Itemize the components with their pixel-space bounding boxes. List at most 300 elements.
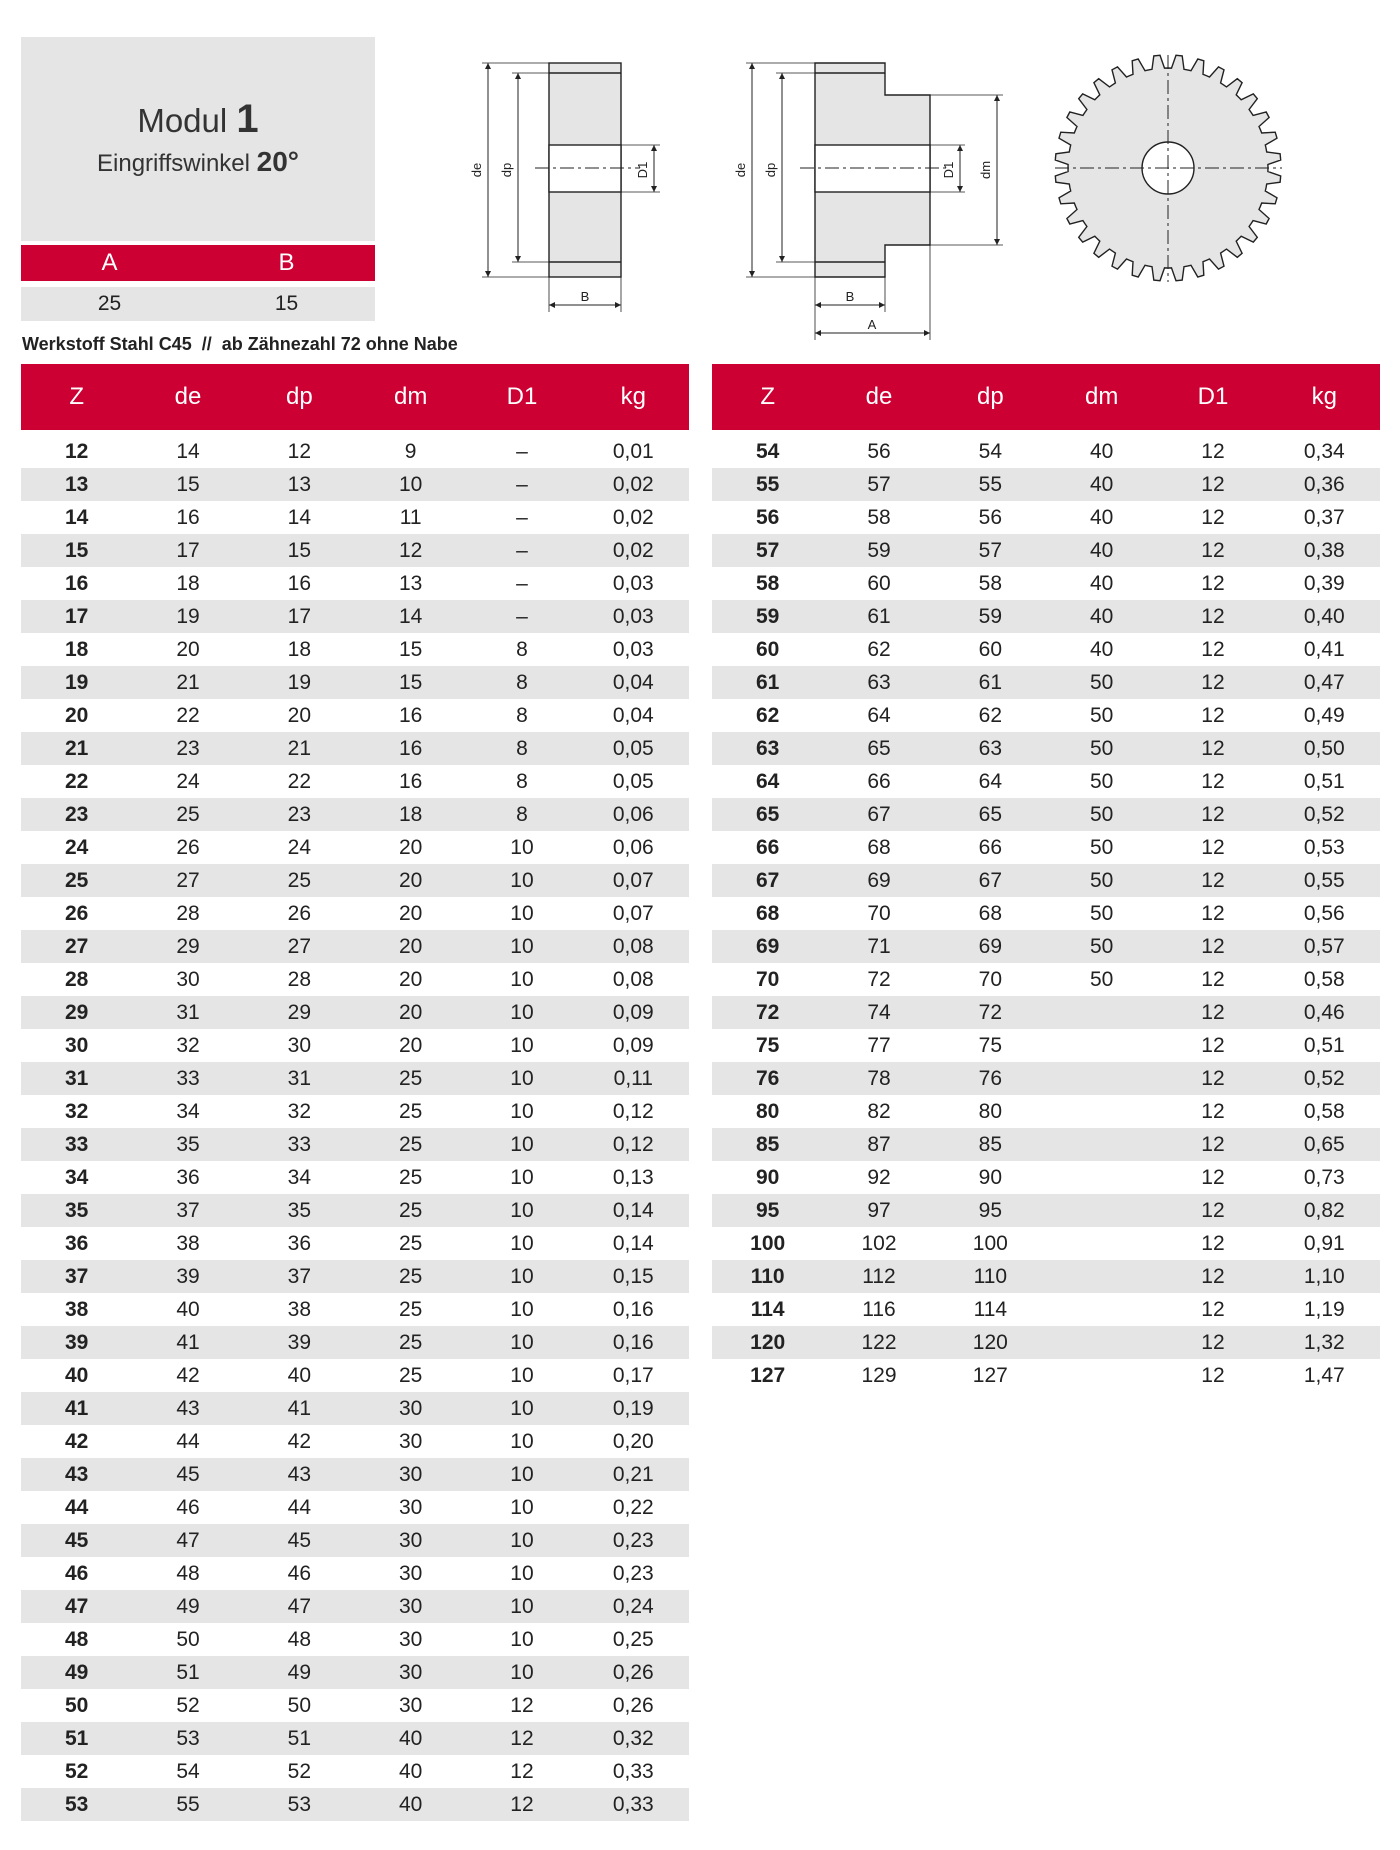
a-header: A bbox=[101, 249, 118, 276]
cell-kg: 0,33 bbox=[612, 1792, 654, 1816]
modul-label: Modul bbox=[137, 102, 228, 139]
cell-dm bbox=[1046, 1326, 1157, 1359]
cell-d1: 10 bbox=[510, 1033, 534, 1057]
cell-kg: 0,58 bbox=[1303, 967, 1345, 991]
cell-kg: 0,73 bbox=[1303, 1165, 1345, 1189]
cell-dp: 75 bbox=[978, 1033, 1002, 1057]
cell-z: 33 bbox=[64, 1132, 89, 1156]
cell-de: 47 bbox=[176, 1528, 200, 1552]
cell-de: 87 bbox=[867, 1132, 891, 1156]
cell-z: 51 bbox=[64, 1726, 89, 1750]
table-row bbox=[21, 1293, 689, 1326]
cell-dm: 30 bbox=[398, 1495, 423, 1519]
cell-z: 62 bbox=[755, 703, 780, 727]
cell-kg: 0,14 bbox=[612, 1231, 654, 1255]
table-row bbox=[21, 765, 689, 798]
table-row bbox=[21, 1755, 689, 1788]
cell-dp: 52 bbox=[287, 1759, 311, 1783]
cell-dm: 50 bbox=[1089, 934, 1114, 958]
cell-dm: 20 bbox=[398, 901, 423, 925]
cell-d1: 12 bbox=[1201, 1264, 1225, 1288]
cell-dp: 48 bbox=[287, 1627, 311, 1651]
cell-de: 33 bbox=[176, 1066, 200, 1090]
cell-dp: 35 bbox=[287, 1198, 311, 1222]
cell-kg: 0,32 bbox=[612, 1726, 654, 1750]
col-dp: dp bbox=[285, 383, 313, 410]
cell-de: 69 bbox=[867, 868, 891, 892]
cell-z: 46 bbox=[64, 1561, 89, 1585]
cell-dp: 50 bbox=[287, 1693, 311, 1717]
pressure-angle-value: 20° bbox=[256, 146, 299, 177]
cell-de: 112 bbox=[862, 1264, 896, 1288]
cell-de: 22 bbox=[176, 703, 200, 727]
cell-z: 47 bbox=[64, 1594, 89, 1618]
cell-d1: 12 bbox=[1201, 1066, 1225, 1090]
table-row bbox=[712, 1161, 1380, 1194]
cell-dp: 36 bbox=[287, 1231, 311, 1255]
cell-d1: 12 bbox=[1201, 901, 1225, 925]
cell-z: 120 bbox=[750, 1330, 786, 1354]
cell-dm: 25 bbox=[398, 1066, 423, 1090]
cell-dp: 85 bbox=[978, 1132, 1002, 1156]
cell-dp: 54 bbox=[978, 439, 1002, 463]
cell-de: 29 bbox=[176, 934, 200, 958]
cell-z: 76 bbox=[755, 1066, 780, 1090]
cell-dp: 46 bbox=[287, 1561, 311, 1585]
cell-dp: 43 bbox=[287, 1462, 311, 1486]
cell-z: 30 bbox=[64, 1033, 89, 1057]
cell-kg: 0,50 bbox=[1303, 736, 1345, 760]
cell-kg: 0,20 bbox=[612, 1429, 654, 1453]
cell-d1: 10 bbox=[510, 1264, 534, 1288]
drawing1-de-label: de bbox=[469, 162, 484, 178]
cell-dm: 25 bbox=[398, 1231, 423, 1255]
cell-z: 75 bbox=[755, 1033, 780, 1057]
cell-de: 53 bbox=[176, 1726, 200, 1750]
cell-de: 52 bbox=[176, 1693, 200, 1717]
cell-z: 110 bbox=[750, 1264, 785, 1288]
cell-z: 50 bbox=[64, 1693, 89, 1717]
cell-z: 34 bbox=[64, 1165, 89, 1189]
cell-dp: 58 bbox=[978, 571, 1002, 595]
cell-kg: 0,17 bbox=[612, 1363, 654, 1387]
cell-dm: 50 bbox=[1089, 967, 1114, 991]
cell-z: 60 bbox=[755, 637, 780, 661]
table-row bbox=[21, 1161, 689, 1194]
cell-de: 61 bbox=[867, 604, 891, 628]
cell-d1: 10 bbox=[510, 1066, 534, 1090]
cell-z: 85 bbox=[755, 1132, 780, 1156]
cell-z: 52 bbox=[64, 1759, 89, 1783]
cell-dm: 18 bbox=[398, 802, 423, 826]
cell-kg: 0,21 bbox=[612, 1462, 654, 1486]
col-d1: D1 bbox=[506, 383, 538, 410]
cell-de: 38 bbox=[176, 1231, 200, 1255]
cell-de: 97 bbox=[867, 1198, 891, 1222]
cell-dp: 42 bbox=[287, 1429, 311, 1453]
cell-z: 17 bbox=[64, 604, 89, 628]
table-row bbox=[712, 666, 1380, 699]
cell-dm: 30 bbox=[398, 1429, 423, 1453]
table-row bbox=[21, 567, 689, 600]
cell-kg: 0,82 bbox=[1303, 1198, 1345, 1222]
cell-kg: 0,33 bbox=[612, 1759, 654, 1783]
cell-d1: 12 bbox=[1201, 1033, 1225, 1057]
cell-dm: 50 bbox=[1089, 868, 1114, 892]
cell-de: 31 bbox=[176, 1000, 200, 1024]
cell-z: 29 bbox=[64, 1000, 89, 1024]
cell-d1: 12 bbox=[510, 1726, 534, 1750]
cell-kg: 1,47 bbox=[1303, 1363, 1345, 1387]
cell-dp: 39 bbox=[287, 1330, 311, 1354]
cell-dm: 20 bbox=[398, 1033, 423, 1057]
cell-dp: 38 bbox=[287, 1297, 311, 1321]
cell-dp: 25 bbox=[287, 868, 311, 892]
cell-de: 59 bbox=[867, 538, 891, 562]
cell-dm: 50 bbox=[1089, 670, 1114, 694]
cell-kg: 0,12 bbox=[612, 1132, 654, 1156]
cell-d1: 12 bbox=[1201, 1099, 1225, 1123]
cell-z: 90 bbox=[755, 1165, 780, 1189]
cell-kg: 0,03 bbox=[612, 637, 654, 661]
col-dm: dm bbox=[393, 383, 428, 410]
cell-d1: 10 bbox=[510, 1132, 534, 1156]
cell-z: 114 bbox=[750, 1297, 785, 1321]
cell-dm bbox=[1046, 1293, 1157, 1326]
col-kg: kg bbox=[620, 383, 646, 410]
cell-z: 19 bbox=[64, 670, 89, 694]
cell-dm: 25 bbox=[398, 1264, 423, 1288]
table-row bbox=[21, 1359, 689, 1392]
table-row bbox=[21, 1128, 689, 1161]
cell-d1: 12 bbox=[1201, 571, 1225, 595]
cell-dm: 11 bbox=[399, 505, 422, 529]
cell-d1: 10 bbox=[510, 1000, 534, 1024]
cell-dm: 20 bbox=[398, 868, 423, 892]
cell-kg: 0,56 bbox=[1303, 901, 1345, 925]
cell-d1: 10 bbox=[510, 1561, 534, 1585]
cell-kg: 0,06 bbox=[612, 802, 654, 826]
cell-kg: 0,91 bbox=[1303, 1231, 1345, 1255]
cell-de: 67 bbox=[867, 802, 891, 826]
cell-dp: 76 bbox=[978, 1066, 1002, 1090]
cell-d1: 10 bbox=[510, 1627, 534, 1651]
drawing1-dp-label: dp bbox=[499, 162, 514, 178]
cell-dm: 30 bbox=[398, 1561, 423, 1585]
cell-z: 67 bbox=[755, 868, 780, 892]
cell-dm: 25 bbox=[398, 1099, 423, 1123]
cell-dm: 14 bbox=[398, 604, 423, 628]
cell-de: 46 bbox=[176, 1495, 200, 1519]
cell-kg: 0,02 bbox=[612, 505, 654, 529]
cell-dm: 30 bbox=[398, 1528, 423, 1552]
cell-z: 14 bbox=[64, 505, 89, 529]
cell-de: 57 bbox=[867, 472, 891, 496]
cell-z: 64 bbox=[755, 769, 780, 793]
cell-de: 129 bbox=[861, 1363, 897, 1387]
cell-z: 55 bbox=[755, 472, 780, 496]
cell-d1: 12 bbox=[1201, 1000, 1225, 1024]
cell-de: 25 bbox=[176, 802, 200, 826]
cell-d1: 8 bbox=[516, 802, 528, 826]
cell-kg: 0,23 bbox=[612, 1528, 654, 1552]
cell-kg: 0,26 bbox=[612, 1660, 654, 1684]
cell-d1: 8 bbox=[516, 703, 528, 727]
table-row bbox=[21, 1062, 689, 1095]
cell-dp: 44 bbox=[287, 1495, 311, 1519]
cell-de: 18 bbox=[176, 571, 200, 595]
cell-kg: 0,11 bbox=[613, 1066, 653, 1090]
modul-number: 1 bbox=[236, 97, 259, 141]
cell-de: 20 bbox=[176, 637, 200, 661]
table-row bbox=[712, 633, 1380, 666]
cell-d1: 8 bbox=[516, 670, 528, 694]
cell-dm: 12 bbox=[398, 538, 423, 562]
cell-d1: 10 bbox=[510, 967, 534, 991]
table-row bbox=[712, 897, 1380, 930]
cell-dm: 10 bbox=[398, 472, 423, 496]
cell-d1: 12 bbox=[1201, 1165, 1225, 1189]
cell-dp: 47 bbox=[287, 1594, 311, 1618]
cell-dp: 67 bbox=[978, 868, 1002, 892]
table-row bbox=[712, 831, 1380, 864]
table-row bbox=[712, 1260, 1380, 1293]
table-row bbox=[21, 1458, 689, 1491]
cell-d1: 12 bbox=[1201, 1231, 1225, 1255]
col-de: de bbox=[174, 383, 202, 410]
cell-kg: 0,19 bbox=[612, 1396, 654, 1420]
cell-de: 56 bbox=[867, 439, 891, 463]
table-row bbox=[712, 435, 1380, 468]
table-row bbox=[21, 666, 689, 699]
cell-dp: 95 bbox=[978, 1198, 1002, 1222]
cell-dm: 40 bbox=[398, 1726, 423, 1750]
cell-dp: 51 bbox=[287, 1726, 311, 1750]
drawing2-a-label: A bbox=[867, 317, 877, 332]
cell-z: 15 bbox=[64, 538, 89, 562]
drawing2-dp-label: dp bbox=[763, 162, 778, 178]
cell-d1: 10 bbox=[510, 1462, 534, 1486]
cell-kg: 0,51 bbox=[1303, 1033, 1345, 1057]
cell-z: 100 bbox=[750, 1231, 786, 1255]
cell-kg: 0,51 bbox=[1303, 769, 1345, 793]
table-row bbox=[21, 534, 689, 567]
cell-kg: 0,05 bbox=[612, 769, 654, 793]
cell-z: 24 bbox=[64, 835, 89, 859]
table-row bbox=[21, 1590, 689, 1623]
cell-kg: 0,16 bbox=[612, 1330, 654, 1354]
table-row bbox=[21, 1194, 689, 1227]
cell-kg: 0,49 bbox=[1303, 703, 1345, 727]
gear-front-view bbox=[1055, 55, 1282, 282]
cell-z: 65 bbox=[755, 802, 780, 826]
cell-d1: 10 bbox=[510, 1396, 534, 1420]
cell-de: 62 bbox=[867, 637, 891, 661]
cell-kg: 0,02 bbox=[612, 472, 654, 496]
cell-dm bbox=[1046, 1029, 1157, 1062]
cell-kg: 0,37 bbox=[1303, 505, 1345, 529]
cell-kg: 0,53 bbox=[1303, 835, 1345, 859]
cell-dp: 18 bbox=[287, 637, 311, 661]
cell-z: 44 bbox=[64, 1495, 89, 1519]
cell-dp: 70 bbox=[978, 967, 1002, 991]
cell-z: 12 bbox=[64, 439, 89, 463]
cell-de: 82 bbox=[867, 1099, 891, 1123]
col-de: de bbox=[865, 383, 893, 410]
cell-de: 36 bbox=[176, 1165, 200, 1189]
cell-dm: 20 bbox=[398, 835, 423, 859]
cell-dp: 23 bbox=[287, 802, 311, 826]
table-row bbox=[712, 930, 1380, 963]
cell-d1: – bbox=[516, 538, 528, 562]
cell-dp: 68 bbox=[978, 901, 1002, 925]
cell-z: 56 bbox=[755, 505, 780, 529]
cell-kg: 0,04 bbox=[612, 703, 654, 727]
cell-dm: 50 bbox=[1089, 769, 1114, 793]
cell-d1: – bbox=[516, 604, 528, 628]
cell-z: 23 bbox=[64, 802, 89, 826]
cell-de: 23 bbox=[176, 736, 200, 760]
cell-z: 61 bbox=[755, 670, 780, 694]
cell-z: 48 bbox=[64, 1627, 89, 1651]
cell-dm: 30 bbox=[398, 1693, 423, 1717]
cell-de: 49 bbox=[176, 1594, 200, 1618]
cell-d1: 10 bbox=[510, 1231, 534, 1255]
cell-dm bbox=[1046, 1161, 1157, 1194]
cell-d1: 12 bbox=[1201, 1297, 1225, 1321]
cell-dp: 24 bbox=[287, 835, 311, 859]
cell-d1: 10 bbox=[510, 1165, 534, 1189]
gear-side-view-no-hub bbox=[482, 63, 660, 312]
cell-kg: 0,04 bbox=[612, 670, 654, 694]
cell-dp: 12 bbox=[287, 439, 311, 463]
cell-dm: 40 bbox=[1089, 439, 1114, 463]
cell-z: 16 bbox=[64, 571, 89, 595]
cell-z: 32 bbox=[64, 1099, 89, 1123]
cell-dp: 41 bbox=[287, 1396, 311, 1420]
table-row bbox=[712, 534, 1380, 567]
drawing2-de-label: de bbox=[733, 162, 748, 178]
table-row bbox=[21, 798, 689, 831]
cell-kg: 0,06 bbox=[612, 835, 654, 859]
cell-de: 34 bbox=[176, 1099, 200, 1123]
cell-dm: 30 bbox=[398, 1594, 423, 1618]
table-header bbox=[712, 364, 1380, 430]
cell-z: 95 bbox=[755, 1198, 780, 1222]
cell-de: 16 bbox=[176, 505, 200, 529]
cell-dp: 90 bbox=[978, 1165, 1002, 1189]
cell-dp: 15 bbox=[287, 538, 311, 562]
cell-kg: 0,46 bbox=[1303, 1000, 1345, 1024]
cell-z: 43 bbox=[64, 1462, 89, 1486]
drawing2-d1-label: D1 bbox=[941, 161, 956, 179]
cell-d1: 10 bbox=[510, 868, 534, 892]
cell-dp: 20 bbox=[287, 703, 311, 727]
cell-dp: 22 bbox=[287, 769, 311, 793]
cell-de: 50 bbox=[176, 1627, 200, 1651]
cell-d1: 12 bbox=[1201, 472, 1225, 496]
cell-dm: 50 bbox=[1089, 736, 1114, 760]
cell-d1: 12 bbox=[510, 1792, 534, 1816]
cell-dp: 27 bbox=[287, 934, 311, 958]
cell-dm: 15 bbox=[398, 670, 423, 694]
gear-table-left bbox=[21, 364, 689, 1821]
cell-kg: 0,02 bbox=[612, 538, 654, 562]
cell-z: 27 bbox=[64, 934, 89, 958]
table-row bbox=[21, 435, 689, 468]
cell-dm bbox=[1046, 1062, 1157, 1095]
table-row bbox=[712, 1062, 1380, 1095]
cell-d1: 10 bbox=[510, 1594, 534, 1618]
table-body bbox=[712, 435, 1380, 1392]
cell-dm bbox=[1046, 996, 1157, 1029]
table-row bbox=[21, 1029, 689, 1062]
cell-d1: 12 bbox=[510, 1693, 534, 1717]
cell-de: 44 bbox=[176, 1429, 200, 1453]
table-row bbox=[21, 1227, 689, 1260]
table-row bbox=[21, 1656, 689, 1689]
cell-z: 38 bbox=[64, 1297, 89, 1321]
cell-z: 36 bbox=[64, 1231, 89, 1255]
cell-kg: 0,07 bbox=[612, 868, 654, 892]
cell-kg: 0,34 bbox=[1303, 439, 1345, 463]
table-row bbox=[712, 732, 1380, 765]
cell-z: 26 bbox=[64, 901, 89, 925]
cell-z: 39 bbox=[64, 1330, 89, 1354]
cell-dp: 80 bbox=[978, 1099, 1002, 1123]
table-row bbox=[21, 930, 689, 963]
table-row bbox=[712, 1326, 1380, 1359]
cell-d1: – bbox=[516, 571, 528, 595]
cell-z: 21 bbox=[64, 736, 89, 760]
cell-d1: 12 bbox=[1201, 934, 1225, 958]
cell-dm: 40 bbox=[1089, 472, 1114, 496]
cell-dm: 25 bbox=[398, 1198, 423, 1222]
cell-d1: 12 bbox=[1201, 868, 1225, 892]
cell-d1: 12 bbox=[1201, 802, 1225, 826]
table-row bbox=[712, 1095, 1380, 1128]
cell-dp: 65 bbox=[978, 802, 1002, 826]
cell-dm: 16 bbox=[398, 736, 423, 760]
table-row bbox=[712, 1128, 1380, 1161]
cell-kg: 0,12 bbox=[612, 1099, 654, 1123]
cell-dm: 30 bbox=[398, 1462, 423, 1486]
cell-kg: 0,23 bbox=[612, 1561, 654, 1585]
cell-d1: 8 bbox=[516, 637, 528, 661]
cell-dp: 120 bbox=[972, 1330, 1008, 1354]
cell-de: 66 bbox=[867, 769, 891, 793]
table-row bbox=[21, 1524, 689, 1557]
cell-dp: 13 bbox=[287, 472, 311, 496]
cell-de: 55 bbox=[176, 1792, 200, 1816]
gear-table-right bbox=[712, 364, 1380, 1392]
gear-side-view-with-hub bbox=[746, 63, 1003, 340]
cell-z: 58 bbox=[755, 571, 780, 595]
cell-dp: 14 bbox=[287, 505, 311, 529]
col-z: Z bbox=[760, 383, 775, 410]
cell-dp: 62 bbox=[978, 703, 1002, 727]
cell-dp: 40 bbox=[287, 1363, 311, 1387]
cell-de: 48 bbox=[176, 1561, 200, 1585]
cell-dm bbox=[1046, 1194, 1157, 1227]
cell-d1: 12 bbox=[1201, 1132, 1225, 1156]
table-row bbox=[21, 633, 689, 666]
cell-d1: 12 bbox=[510, 1759, 534, 1783]
cell-kg: 1,10 bbox=[1303, 1264, 1345, 1288]
cell-kg: 0,16 bbox=[612, 1297, 654, 1321]
cell-de: 21 bbox=[176, 670, 200, 694]
table-row bbox=[712, 468, 1380, 501]
